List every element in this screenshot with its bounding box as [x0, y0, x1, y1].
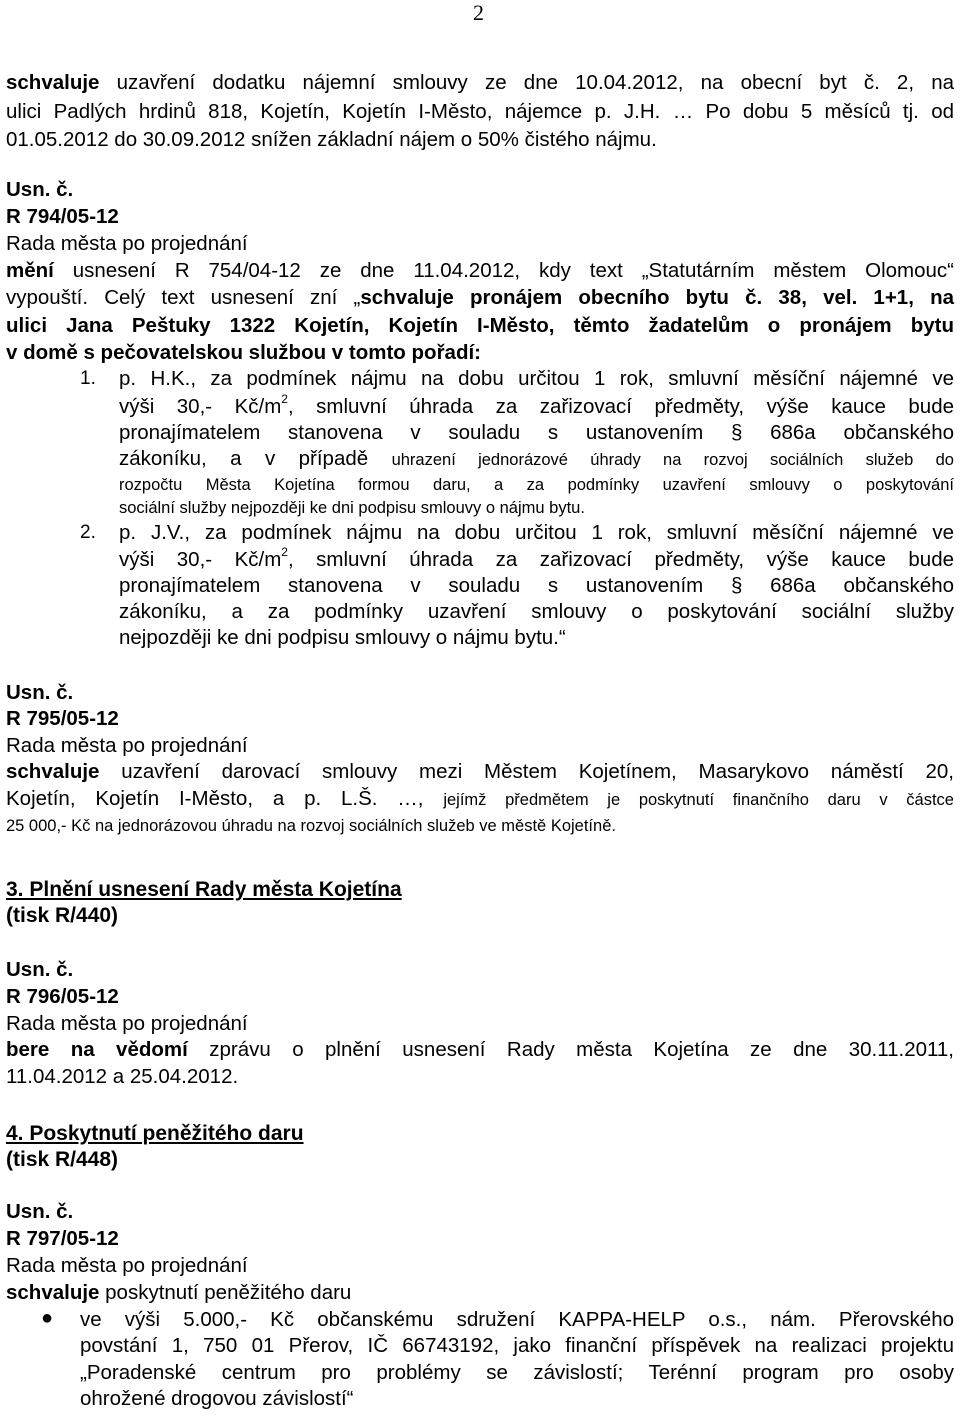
text-run: výši 30,- Kč/m	[119, 395, 282, 418]
paragraph-line	[6, 786, 954, 813]
text-run: zprávu o plnění usnesení Rady města Kojetína ze dne 30.11.2011,	[187, 1038, 954, 1061]
text-run: Kojetín, Kojetín I-Město, a p. L.Š. …,	[6, 787, 444, 810]
paragraph-line	[6, 285, 954, 311]
keyword-schvaluje: schvaluje	[6, 1281, 100, 1304]
text-run: zákoníku, a v případě	[119, 447, 392, 470]
resolution-code: R 797/05-12	[6, 1227, 119, 1250]
paragraph-line	[6, 70, 954, 96]
usn-label: Usn. č.	[6, 178, 74, 201]
paragraph-line	[6, 258, 954, 284]
paragraph-line: 25 000,- Kč na jednorázovou úhradu na rozvoj sociálních služeb ve městě Kojetíně.	[6, 817, 616, 835]
list-number: 1.	[80, 368, 96, 389]
section-heading	[6, 1121, 304, 1147]
paragraph-line	[6, 1280, 351, 1306]
resolution-code: R 796/05-12	[6, 985, 119, 1008]
paragraph-line: v domě s pečovatelskou službou v tomto pořadí:	[6, 341, 481, 364]
list-item-line: rozpočtu Města Kojetína formou daru, a za podmínky uzavření smlouvy o poskytování	[119, 476, 954, 494]
usn-label: Usn. č.	[6, 681, 74, 704]
list-item-line: pronajímatelem stanovena v souladu s ustanovením § 686a občanského	[119, 421, 954, 444]
text-run: poskytnutí peněžitého daru	[99, 1281, 352, 1304]
list-item-line	[119, 394, 954, 420]
council-heading: Rada města po projednání	[6, 1254, 248, 1277]
text-run: usnesení R 754/04-12 ze dne 11.04.2012, kdy text „Statutárním městem Olomouc“	[53, 259, 954, 282]
page-number: 2	[473, 0, 484, 25]
paragraph-line: ulici Padlých hrdinů 818, Kojetín, Kojetín I-Město, nájemce p. J.H. … Po dobu 5 měsíců tj. od	[6, 100, 954, 123]
bullet-icon: ●	[41, 1307, 54, 1329]
text-run: uzavření dodatku nájemní smlouvy ze dne 10.04.2012, na obecní byt č. 2, na	[99, 71, 954, 94]
text-run: , smluvní úhrada za zařizovací předměty, výše kauce bude	[287, 548, 954, 571]
paragraph-line	[6, 1037, 954, 1063]
resolution-code: R 794/05-12	[6, 205, 119, 228]
keyword-schvaluje: schvaluje	[6, 71, 100, 94]
section-heading	[6, 877, 402, 903]
text-run-small: uhrazení jednorázové úhrady na rozvoj sociálních služeb do	[391, 451, 954, 469]
superscript: 2	[281, 545, 288, 560]
council-heading: Rada města po projednání	[6, 232, 248, 255]
list-item-line: p. J.V., za podmínek nájmu na dobu určitou 1 rok, smluvní měsíční nájemné ve	[119, 521, 954, 544]
bullet-line: ohrožené drogovou závislostí“	[80, 1387, 354, 1410]
list-item-line: sociální služby nejpozději ke dni podpisu smlouvy o nájmu bytu.	[119, 499, 585, 517]
paragraph-line: 11.04.2012 a 25.04.2012.	[6, 1065, 239, 1088]
keyword-meni: mění	[6, 259, 54, 282]
list-item-line: zákoníku, a za podmínky uzavření smlouvy o poskytování sociální služby	[119, 600, 954, 623]
keyword-schvaluje: schvaluje	[6, 760, 100, 783]
section-title: 3. Plnění usnesení Rady města Kojetína	[6, 878, 402, 901]
text-run: výši 30,- Kč/m	[119, 548, 282, 571]
paragraph-line: ulici Jana Peštuky 1322 Kojetín, Kojetín I-Město, těmto žadatelům o pronájem bytu	[6, 314, 954, 337]
council-heading: Rada města po projednání	[6, 734, 248, 757]
text-run: uzavření darovací smlouvy mezi Městem Kojetínem, Masarykovo náměstí 20,	[99, 760, 954, 783]
text-run: , smluvní úhrada za zařizovací předměty, výše kauce bude	[287, 395, 954, 418]
paragraph-line: 01.05.2012 do 30.09.2012 snížen základní nájem o 50% čistého nájmu.	[6, 128, 657, 151]
list-number: 2.	[80, 522, 96, 543]
text-run: vypouští. Celý text usnesení zní „	[6, 286, 361, 309]
paragraph-line	[6, 759, 954, 785]
resolution-code: R 795/05-12	[6, 707, 119, 730]
text-run-bold: schvaluje pronájem obecního bytu č. 38, vel. 1+1, na	[360, 286, 954, 309]
keyword-bere-na-vedomi: bere na vědomí	[6, 1038, 188, 1061]
bullet-line: ve výši 5.000,- Kč občanskému sdružení KAPPA-HELP o.s., nám. Přerovského	[80, 1308, 954, 1331]
bullet-line: povstání 1, 750 01 Přerov, IČ 66743192, jako finanční příspěvek na realizaci projektu	[80, 1334, 954, 1357]
list-item-line	[119, 446, 954, 473]
list-item-line: pronajímatelem stanovena v souladu s ustanovením § 686a občanského	[119, 574, 954, 597]
section-tisk: (tisk R/440)	[6, 904, 119, 927]
usn-label: Usn. č.	[6, 1200, 74, 1223]
section-title: 4. Poskytnutí peněžitého daru	[6, 1122, 304, 1145]
list-item-line: p. H.K., za podmínek nájmu na dobu určitou 1 rok, smluvní měsíční nájemné ve	[119, 367, 954, 390]
usn-label: Usn. č.	[6, 958, 74, 981]
section-tisk: (tisk R/448)	[6, 1148, 119, 1171]
council-heading: Rada města po projednání	[6, 1012, 248, 1035]
superscript: 2	[281, 392, 288, 407]
list-item-line: nejpozději ke dni podpisu smlouvy o nájmu bytu.“	[119, 626, 566, 649]
bullet-line: „Poradenské centrum pro problémy se závislostí; Terénní program pro osoby	[80, 1361, 954, 1384]
list-item-line	[119, 547, 954, 573]
text-run-small: jejímž předmětem je poskytnutí finančního daru v částce	[443, 791, 954, 809]
